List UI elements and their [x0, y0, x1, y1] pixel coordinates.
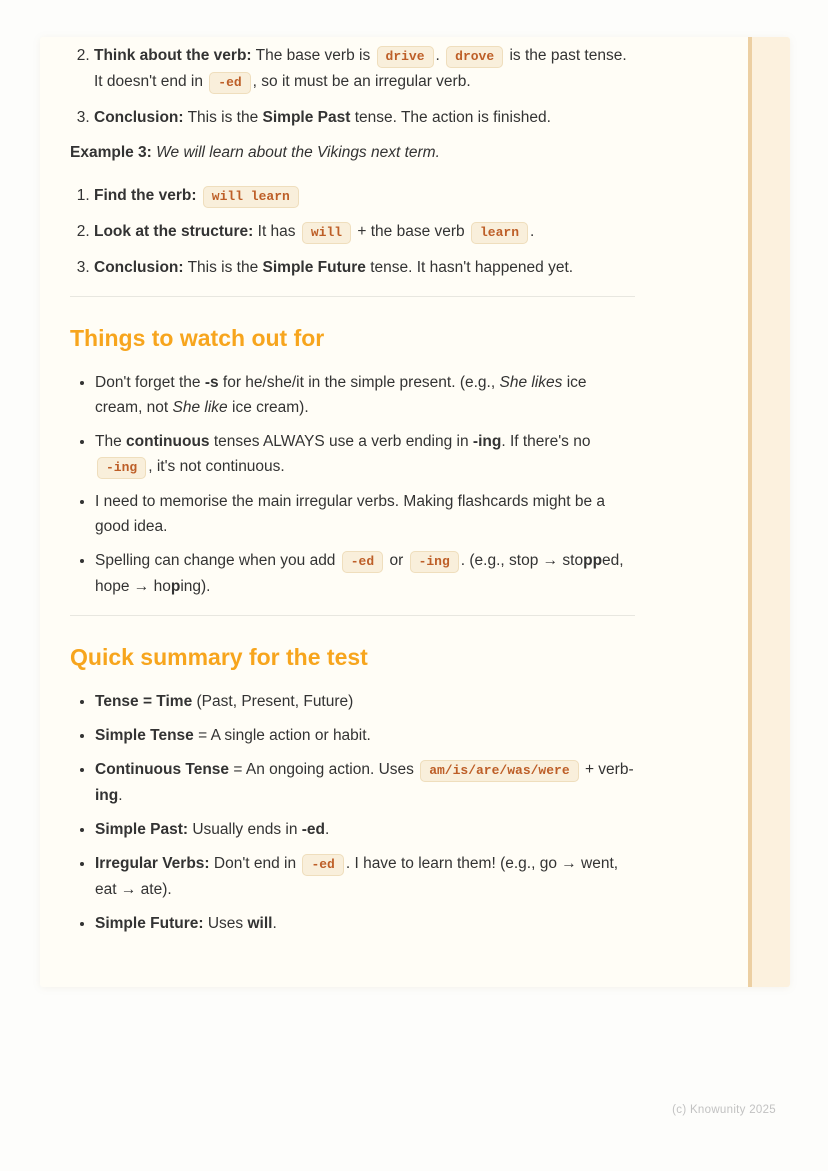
text-segment: Uses: [203, 915, 248, 932]
list-item: [95, 723, 635, 748]
text-segment: .: [530, 223, 535, 240]
text-segment: .: [435, 47, 445, 64]
text-segment: .: [118, 787, 123, 804]
code-chip: -ing: [410, 551, 459, 573]
bold-text: Simple Past: [262, 109, 351, 126]
bold-text: pp: [583, 552, 603, 569]
text-segment: = A single action or habit.: [193, 727, 371, 744]
list-item: [95, 817, 635, 842]
text-segment: It has: [253, 223, 300, 240]
code-chip: am/is/are/was/were: [420, 760, 578, 782]
text-segment: tense. It hasn't happened yet.: [365, 259, 574, 276]
list-item: [95, 370, 635, 420]
section-divider: [70, 615, 635, 616]
list-item: [94, 219, 635, 245]
bold-text: -ing: [472, 433, 502, 450]
bold-text: Look at the structure:: [94, 223, 254, 240]
list-item: [95, 689, 635, 714]
list-item: [95, 757, 635, 808]
text-segment: This is the: [183, 259, 263, 276]
text-segment: .: [325, 821, 330, 838]
text-segment: (Past, Present, Future): [192, 693, 354, 710]
code-chip: learn: [471, 222, 528, 244]
text-segment: [196, 187, 200, 204]
text-segment: tense. The action is finished.: [350, 109, 551, 126]
page-edge-strip: [748, 37, 790, 987]
bold-text: continuous: [126, 433, 210, 450]
list-item: [95, 548, 635, 599]
bold-text: Irregular Verbs:: [95, 855, 210, 872]
watch-out-list: [70, 370, 635, 599]
code-chip: -ing: [97, 457, 146, 479]
text-segment: ice cream, not: [95, 374, 587, 416]
text-segment: , so it must be an irregular verb.: [252, 73, 471, 90]
bold-text: Conclusion:: [94, 109, 184, 126]
bold-text: Example 3:: [70, 144, 152, 161]
list-item: [94, 105, 635, 130]
note-content: [40, 37, 748, 987]
text-segment: ed, hope → ho: [95, 552, 624, 595]
bold-text: Simple Tense: [95, 727, 194, 744]
bold-text: p: [170, 578, 181, 595]
bold-text: Simple Future: [262, 259, 366, 276]
note-card: [40, 37, 790, 987]
code-chip: will: [302, 222, 351, 244]
text-segment: Usually ends in: [188, 821, 302, 838]
copyright-notice: (c) Knowunity 2025: [672, 1104, 776, 1116]
text-segment: . If there's no: [501, 433, 591, 450]
text-segment: or: [385, 552, 408, 569]
text-segment: Spelling can change when you add: [95, 552, 340, 569]
bold-text: -s: [204, 374, 219, 391]
text-segment: is the past tense. It doesn't end in: [94, 47, 627, 90]
italic-text: She likes: [499, 374, 563, 391]
example3-intro: [70, 140, 635, 165]
heading-quick-summary: Quick summary for the test: [70, 644, 368, 670]
italic-text: We will learn about the Vikings next term.: [156, 144, 440, 161]
text-segment: I need to memorise the main irregular verbs. Making flashcards might be a good idea.: [95, 493, 606, 535]
list-item: [95, 851, 635, 902]
text-segment: + the base verb: [353, 223, 469, 240]
bold-text: Simple Past:: [95, 821, 189, 838]
text-segment: ing).: [180, 578, 211, 595]
text-segment: . (e.g., stop → sto: [460, 552, 584, 569]
code-chip: will learn: [203, 186, 299, 208]
list-item: [94, 183, 635, 209]
text-segment: for he/she/it in the simple present. (e.g.,: [218, 374, 500, 391]
text-segment: , it's not continuous.: [148, 458, 285, 475]
code-chip: -ed: [209, 72, 250, 94]
text-segment: ice cream).: [227, 399, 309, 416]
list-item: [95, 911, 635, 936]
list-item: [94, 255, 635, 280]
section-divider: [70, 296, 635, 297]
bold-text: Tense = Time: [95, 693, 193, 710]
text-segment: Don't end in: [209, 855, 301, 872]
example3-steps-list: [70, 183, 635, 280]
heading-things-to-watch-out-for: Things to watch out for: [70, 325, 325, 351]
bold-text: will: [247, 915, 273, 932]
bold-text: Think about the verb:: [94, 47, 252, 64]
text-segment: = An ongoing action. Uses: [229, 761, 419, 778]
code-chip: -ed: [302, 854, 343, 876]
bold-text: ing: [95, 787, 119, 804]
quick-summary-list: [70, 689, 635, 936]
text-segment: + verb-: [580, 761, 634, 778]
list-item: [94, 43, 635, 95]
bold-text: Continuous Tense: [95, 761, 230, 778]
code-chip: -ed: [342, 551, 383, 573]
list-item: [95, 489, 635, 539]
bold-text: Find the verb:: [94, 187, 197, 204]
bold-text: -ed: [301, 821, 326, 838]
italic-text: She like: [172, 399, 228, 416]
text-segment: The: [95, 433, 127, 450]
text-segment: . I have to learn them! (e.g., go → went, eat → ate).: [95, 855, 619, 898]
text-segment: .: [272, 915, 277, 932]
example2-steps-list: [70, 43, 635, 130]
text-segment: This is the: [183, 109, 263, 126]
text-segment: The base verb is: [251, 47, 375, 64]
code-chip: drive: [377, 46, 434, 68]
text-segment: tenses ALWAYS use a verb ending in: [209, 433, 473, 450]
bold-text: Conclusion:: [94, 259, 184, 276]
bold-text: Simple Future:: [95, 915, 204, 932]
text-segment: Don't forget the: [95, 374, 205, 391]
list-item: [95, 429, 635, 480]
code-chip: drove: [446, 46, 503, 68]
